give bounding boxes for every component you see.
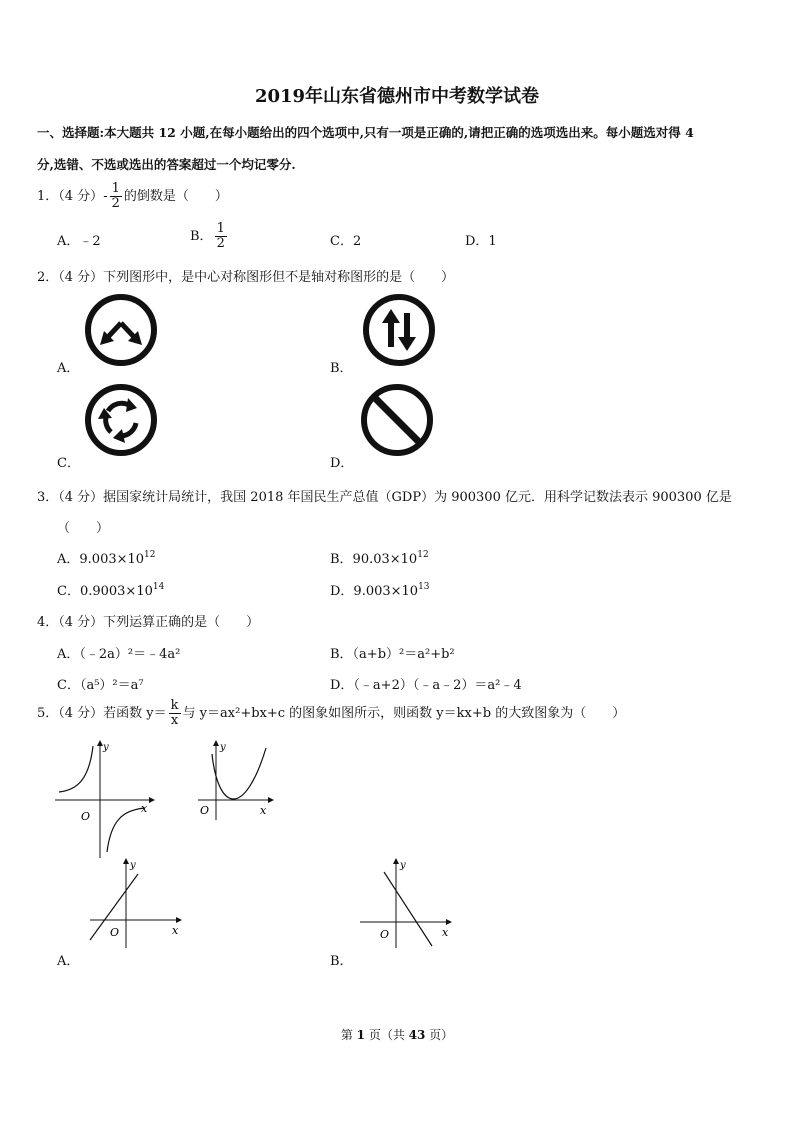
q3-option-d-exponent: 13 xyxy=(418,582,430,592)
q5-option-b-graph xyxy=(358,858,454,948)
q5-optB-origin-label: O xyxy=(380,928,390,941)
q4-option-a[interactable]: A．（﹣2a）²＝﹣4a² xyxy=(57,647,181,662)
q3-option-c-exponent: 14 xyxy=(152,582,165,592)
q3-option-d-base: D．9.003×10 xyxy=(330,584,419,599)
q5-graph1-x-label: x xyxy=(141,802,148,815)
q5-graph2-origin-label: O xyxy=(200,804,210,817)
q5-hyperbola-graph xyxy=(55,740,155,858)
q5-suffix: 与 y＝ax²+bx+c 的图象如图所示，则函数 y＝kx+b 的大致图象为（ ） xyxy=(182,706,626,721)
q4-option-c[interactable]: C．（a⁵）²＝a⁷ xyxy=(57,678,144,693)
q5-optB-x-label: x xyxy=(442,926,449,939)
q3-option-c[interactable] xyxy=(57,580,164,599)
q2-option-b[interactable]: B． xyxy=(330,361,353,376)
question-3-stem-line1: 3．（4 分）据国家统计局统计，我国 2018 年国民生产总值（GDP）为 900300 亿元．用科学记数法表示 900300 亿是 xyxy=(37,490,732,505)
q1-fraction-numerator: 1 xyxy=(111,181,120,196)
q2-option-c[interactable]: C． xyxy=(57,456,80,471)
q5-fraction-numerator: k xyxy=(170,698,179,713)
q1-option-a[interactable]: A．﹣2 xyxy=(57,234,101,249)
section-instructions-line2: 分,选错、不选或选出的答案超过一个均记零分. xyxy=(37,157,296,172)
q5-option-b[interactable]: B． xyxy=(330,954,353,969)
q1-option-b-label: B． xyxy=(190,229,213,244)
page-footer xyxy=(0,1026,794,1043)
q1-option-c[interactable]: C．2 xyxy=(330,234,362,249)
q5-optB-y-label: y xyxy=(400,860,406,871)
q4-option-d[interactable]: D．（﹣a+2）（﹣a﹣2）＝a²﹣4 xyxy=(330,678,522,693)
q3-option-d[interactable] xyxy=(330,580,430,599)
q1-option-b-fraction xyxy=(215,222,227,251)
question-4-stem: 4．（4 分）下列运算正确的是（ ） xyxy=(37,615,260,630)
q5-optA-x-label: x xyxy=(172,924,179,937)
q5-fraction-denominator: x xyxy=(170,713,179,728)
sign-b-two-way-arrows-icon xyxy=(362,293,436,367)
q5-prefix: 5．（4 分）若函数 y＝ xyxy=(37,706,167,721)
q5-option-a-graph xyxy=(88,858,184,948)
question-1-stem xyxy=(37,182,228,211)
question-5-stem xyxy=(37,699,625,728)
question-3-stem-line2: （ ） xyxy=(57,521,110,536)
q5-graph2-y-label: y xyxy=(220,742,226,753)
q2-option-d[interactable]: D． xyxy=(330,456,354,471)
footer-page-number: 1 xyxy=(356,1028,365,1042)
q3-option-a[interactable] xyxy=(57,548,156,567)
q1-suffix: 的倒数是（ ） xyxy=(123,189,228,204)
q5-optA-y-label: y xyxy=(130,860,136,871)
q1-option-b-numerator: 1 xyxy=(216,221,225,236)
footer-total-pages: 43 xyxy=(408,1028,426,1042)
q5-graph2-x-label: x xyxy=(260,804,267,817)
page-title: 2019年山东省德州市中考数学试卷 xyxy=(254,86,540,107)
q5-option-a[interactable]: A． xyxy=(57,954,80,969)
sign-d-prohibition-icon xyxy=(360,383,434,457)
q1-option-b-denominator: 2 xyxy=(216,236,225,251)
q5-optA-origin-label: O xyxy=(110,926,120,939)
q3-option-c-base: C．0.9003×10 xyxy=(57,584,153,599)
sign-a-diverge-arrows-icon xyxy=(84,293,158,367)
q3-option-b-base: B．90.03×10 xyxy=(330,552,418,567)
q4-option-b[interactable]: B．（a+b）²＝a²+b² xyxy=(330,647,455,662)
q1-option-b[interactable] xyxy=(190,222,229,251)
sign-c-roundabout-icon xyxy=(84,383,158,457)
q5-parabola-graph xyxy=(196,740,276,820)
footer-mid: 页（共 xyxy=(365,1028,409,1042)
q3-option-a-exponent: 12 xyxy=(144,550,156,560)
q3-option-b[interactable] xyxy=(330,548,429,567)
q5-graph1-y-label: y xyxy=(103,742,109,753)
q1-option-d[interactable]: D．1 xyxy=(465,234,497,249)
q1-fraction-denominator: 2 xyxy=(111,196,120,211)
q5-fraction xyxy=(169,699,181,728)
q2-option-a[interactable]: A． xyxy=(57,361,80,376)
q1-prefix: 1．（4 分） xyxy=(37,189,104,204)
question-2-stem: 2．（4 分）下列图形中，是中心对称图形但不是轴对称图形的是（ ） xyxy=(37,270,455,285)
q5-graph1-origin-label: O xyxy=(81,810,91,823)
footer-suffix: 页） xyxy=(425,1028,454,1042)
footer-prefix: 第 xyxy=(340,1028,357,1042)
q1-neg-sign: - xyxy=(103,189,108,204)
q1-fraction xyxy=(110,182,122,211)
q3-option-b-exponent: 12 xyxy=(417,550,429,560)
q3-option-a-base: A．9.003×10 xyxy=(57,552,145,567)
section-instructions-line1: 一、选择题:本大题共 12 小题,在每小题给出的四个选项中,只有一项是正确的,请把正确的选项选出来。每小题选对得 4 xyxy=(37,125,694,140)
